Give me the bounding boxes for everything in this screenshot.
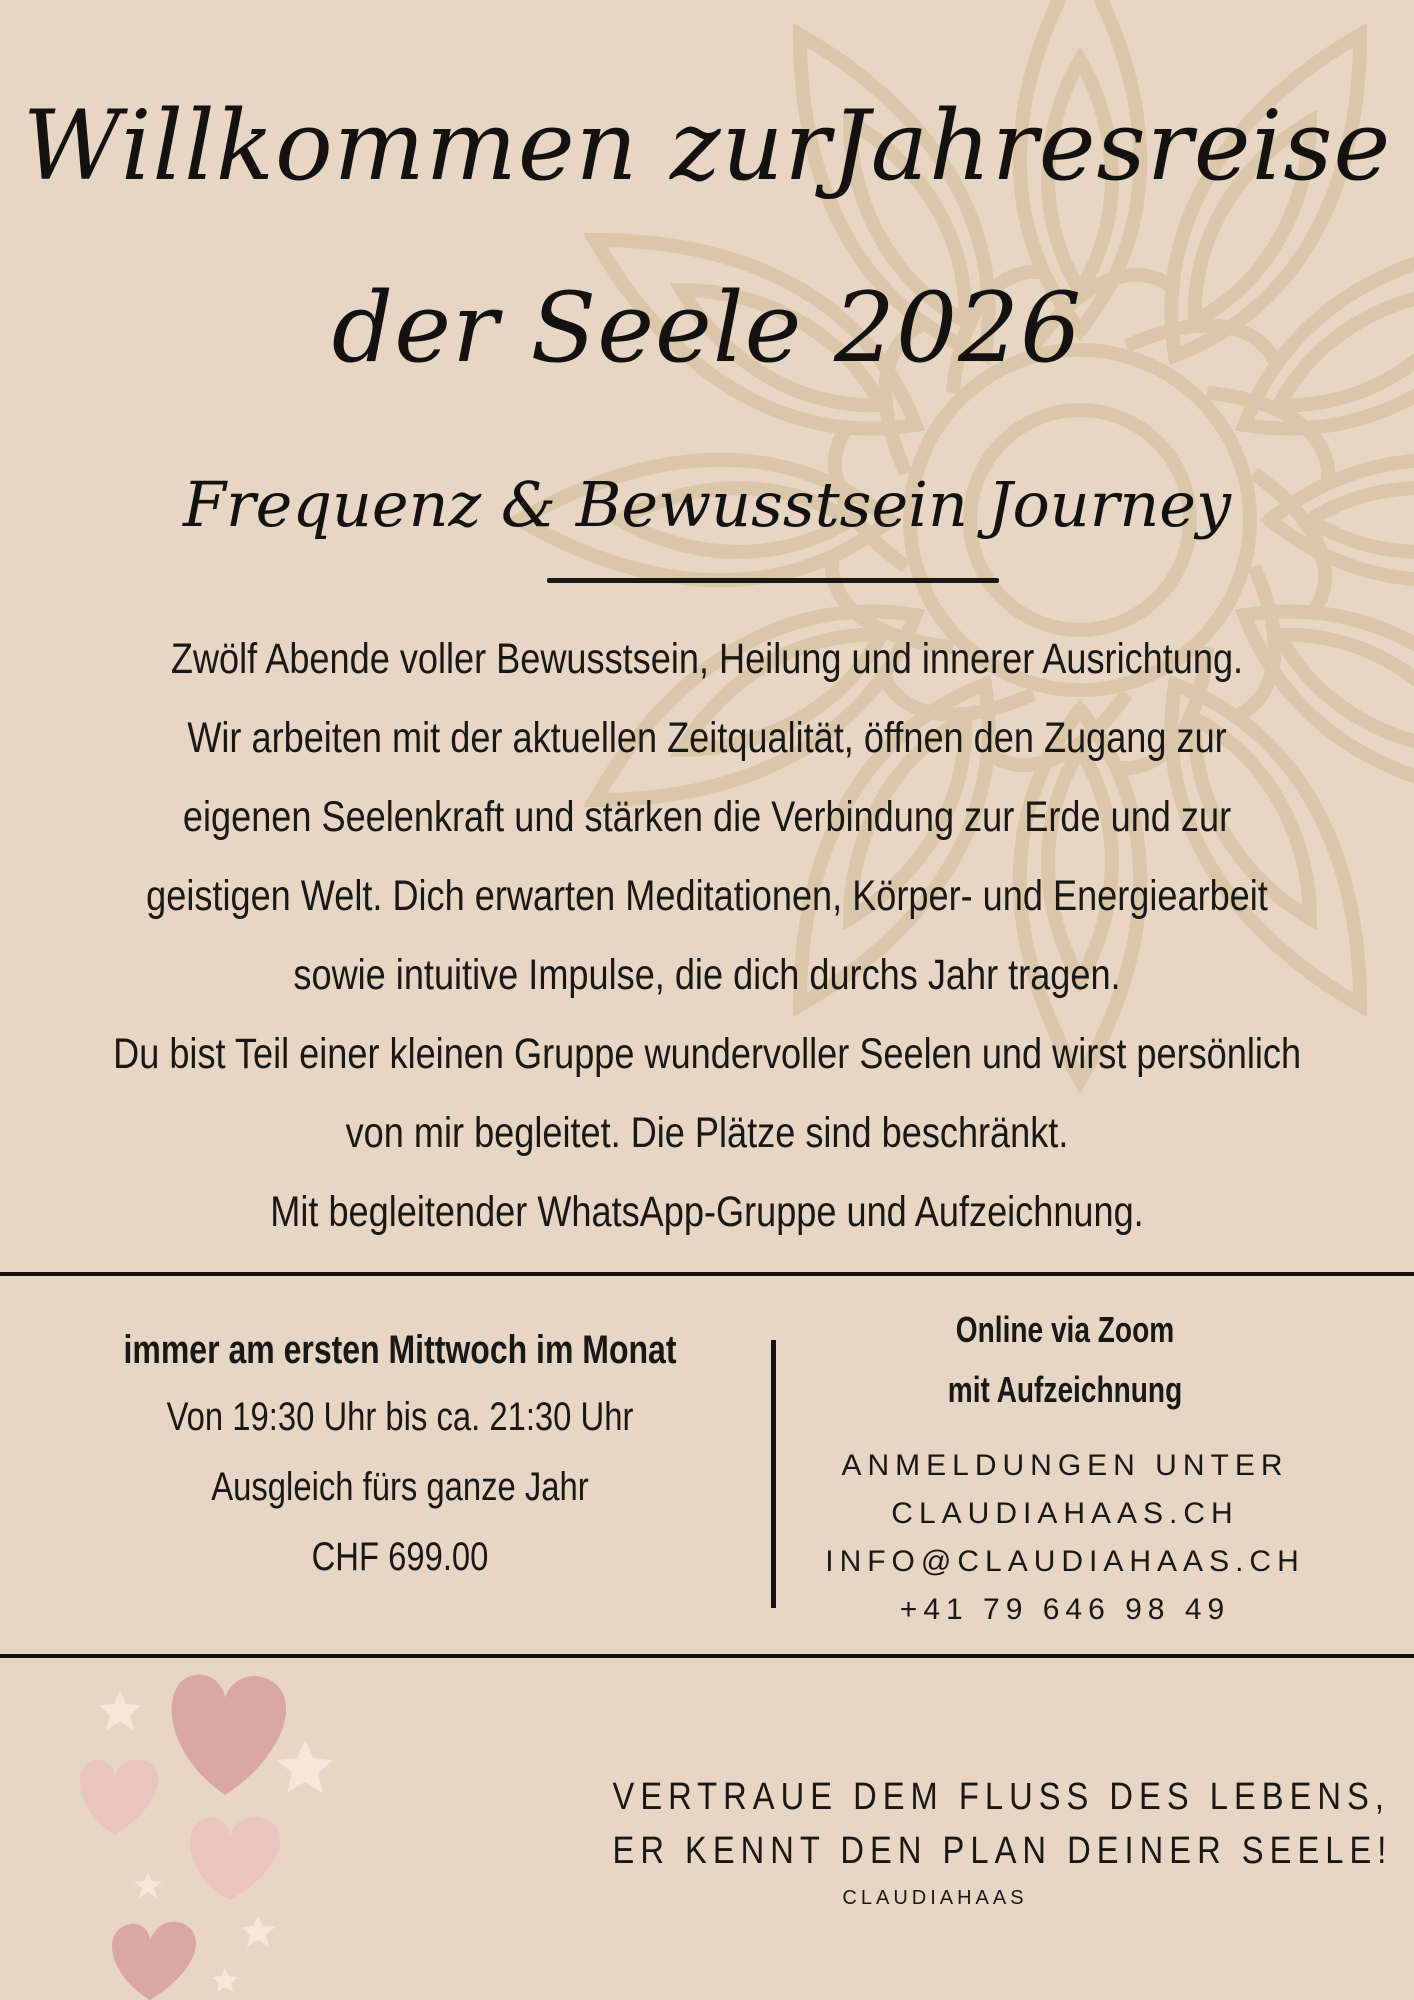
heart-icon [80, 1759, 158, 1835]
description-line: Mit begleitender WhatsApp-Gruppe und Aufzeichnung. [270, 1188, 1144, 1236]
heart-icon [112, 1922, 196, 2000]
description-line: Du bist Teil einer kleinen Gruppe wundervoller Seelen und wirst persönlich [113, 1030, 1302, 1078]
quote-line-2: ER KENNT DEN PLAN DEINER SEELE! [612, 1830, 1393, 1872]
email-link[interactable]: INFO@CLAUDIAHAAS.CH [825, 1545, 1305, 1578]
hearts-stars-decoration [60, 1650, 380, 2000]
phone-number[interactable]: +41 79 646 98 49 [899, 1593, 1231, 1626]
description [113, 620, 1301, 1252]
website-link[interactable]: CLAUDIAHAAS.CH [891, 1497, 1239, 1530]
register-label: ANMELDUNGEN UNTER [841, 1449, 1289, 1482]
time-text: Von 19:30 Uhr bis ca. 21:30 Uhr [166, 1395, 634, 1439]
recording-info: mit Aufzeichnung [947, 1369, 1183, 1410]
heart-icon [172, 1675, 287, 1795]
star-icon [98, 1690, 142, 1730]
closing-quote [560, 1770, 1393, 1918]
star-icon [212, 1968, 238, 1992]
online-info: Online via Zoom [955, 1309, 1175, 1350]
heart-icon [190, 1817, 280, 1900]
quote-line-1: VERTRAUE DEM FLUSS DES LEBENS, [612, 1776, 1390, 1818]
subtitle: Frequenz & Bewusstsein Journey [182, 468, 1232, 541]
schedule-details [40, 1318, 760, 1592]
divider-top [0, 1272, 1414, 1276]
title-line-1: Willkommen zurJahresreise [22, 90, 1392, 202]
divider-vertical [771, 1340, 776, 1608]
contact-details [800, 1300, 1330, 1634]
schedule-text: immer am ersten Mittwoch im Monat [123, 1328, 677, 1372]
title-line-2: der Seele 2026 [331, 272, 1083, 384]
description-line: sowie intuitive Impulse, die dich durchs Jahr tragen. [293, 951, 1121, 999]
subtitle-underline [547, 578, 999, 583]
description-line: Wir arbeiten mit der aktuellen Zeitqualität, öffnen den Zugang zur [187, 714, 1227, 762]
signature: CLAUDIAHAAS [842, 1887, 1028, 1909]
description-line: eigenen Seelenkraft und stärken die Verbindung zur Erde und zur [182, 793, 1232, 841]
description-line: Zwölf Abende voller Bewusstsein, Heilung und innerer Ausrichtung. [170, 635, 1244, 683]
star-icon [134, 1872, 162, 1898]
description-line: geistigen Welt. Dich erwarten Meditationen, Körper- und Energiearbeit [146, 872, 1268, 920]
description-line: von mir begleitet. Die Plätze sind beschränkt. [345, 1109, 1069, 1157]
star-icon [277, 1740, 333, 1793]
price-value: CHF 699.00 [311, 1535, 489, 1579]
star-icon [241, 1915, 275, 1947]
price-label: Ausgleich fürs ganze Jahr [211, 1465, 589, 1509]
